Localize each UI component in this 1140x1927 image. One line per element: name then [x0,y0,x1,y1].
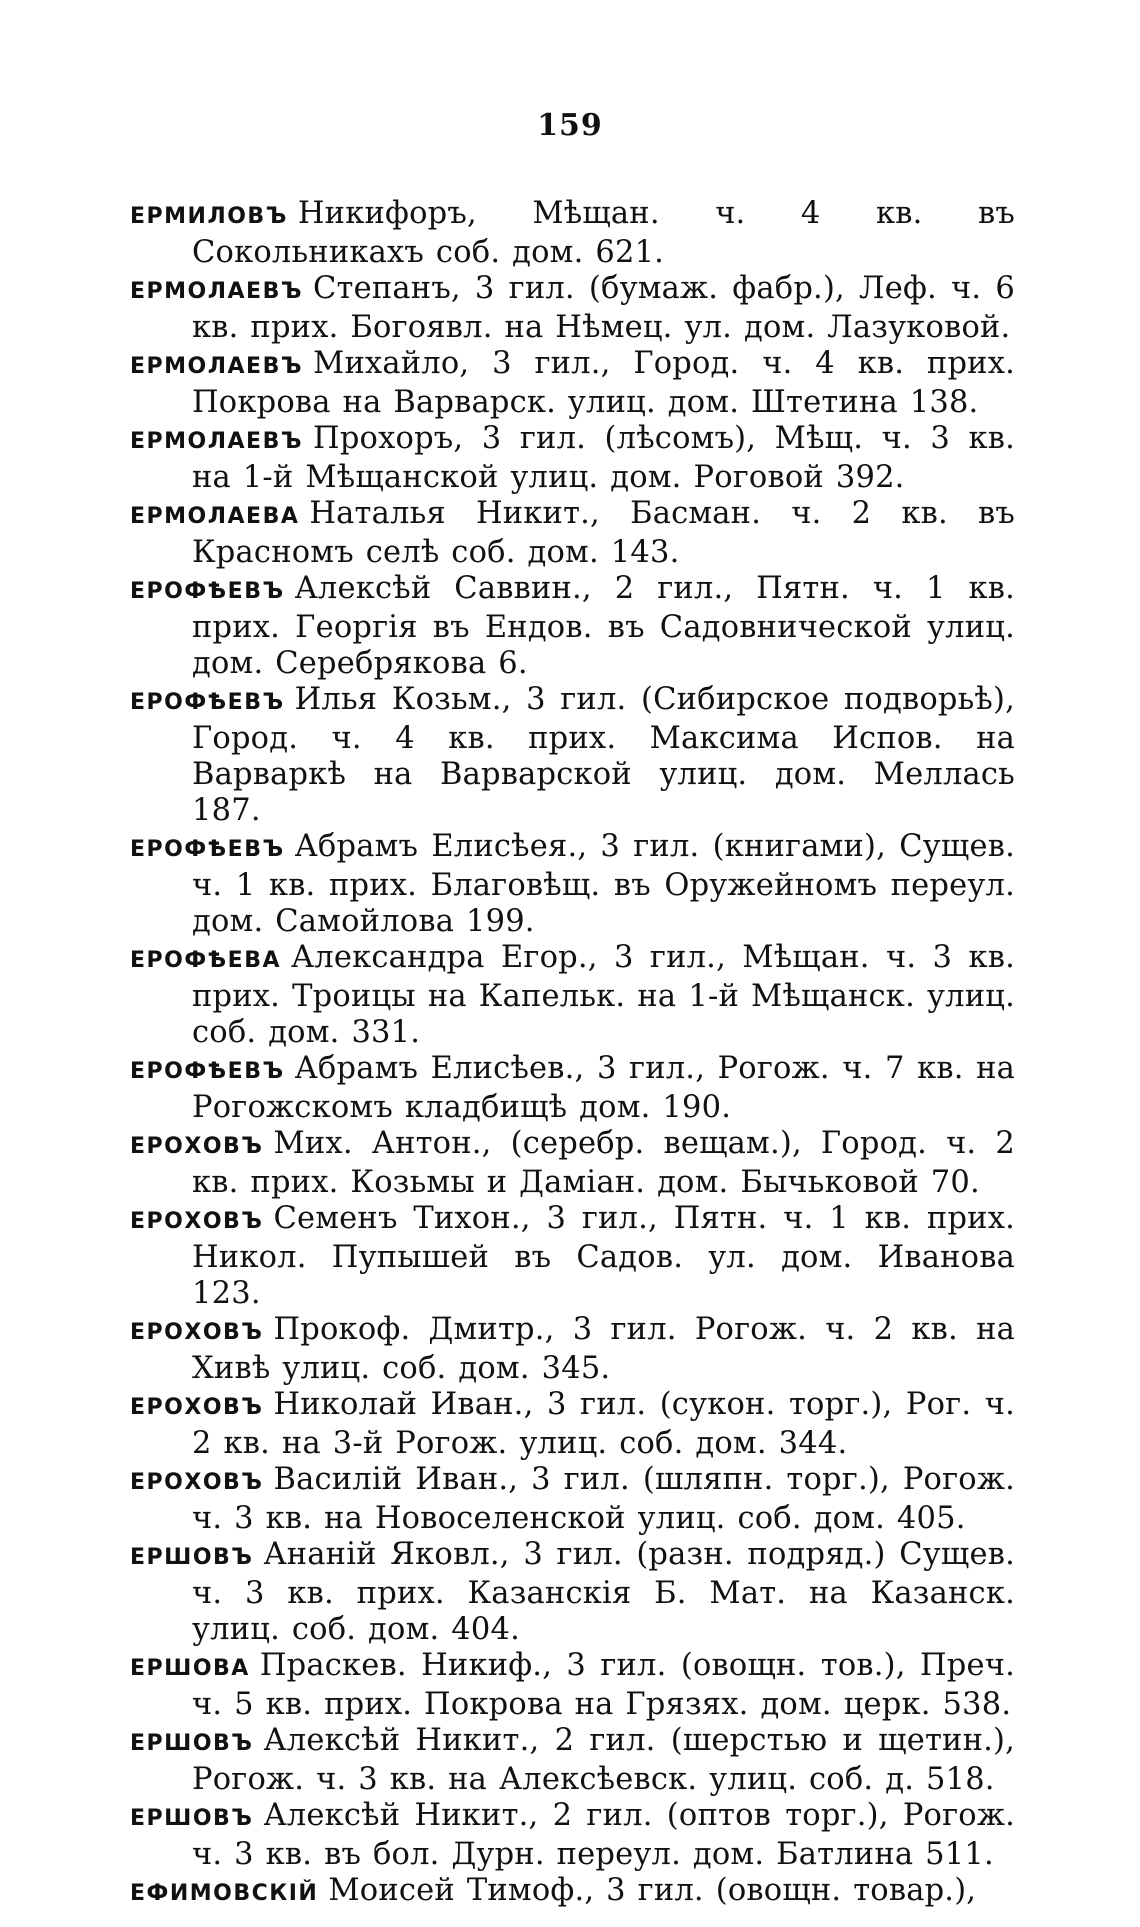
directory-entry [130,1537,1015,1648]
entry-text: Василій Иван., 3 гил. (шляпн. торг.), Рогож. ч. 3 кв. на Новоселенской улиц. соб. дом. 405. [192,1462,1015,1536]
entry-surname: ЕРМОЛАЕВА [130,504,300,529]
entry-surname: ЕРШОВЪ [130,1545,254,1570]
directory-entry [130,1201,1015,1312]
entry-text: Прохоръ, 3 гил. (лѣсомъ), Мѣщ. ч. 3 кв. на 1-й Мѣщанской улиц. дом. Роговой 392. [192,421,1015,495]
entry-text: Семенъ Тихон., 3 гил., Пятн. ч. 1 кв. прих. Никол. Пупышей въ Садов. ул. дом. Иванова 123. [192,1201,1015,1311]
directory-entry [130,940,1015,1051]
directory-entry [130,196,1015,271]
entry-text: Наталья Никит., Басман. ч. 2 кв. въ Красномъ селѣ соб. дом. 143. [192,496,1015,570]
directory-entry [130,829,1015,940]
entry-surname: ЕРОХОВЪ [130,1209,264,1234]
entry-surname: ЕРМОЛАЕВЪ [130,354,304,379]
entry-surname: ЕРМИЛОВЪ [130,204,288,229]
directory-entry [130,1387,1015,1462]
entry-surname: ЕРМОЛАЕВЪ [130,279,304,304]
entry-text: Мих. Антон., (серебр. вещам.), Город. ч. 2 кв. прих. Козьмы и Даміан. дом. Бычьковой 70. [192,1126,1015,1200]
directory-entry [130,496,1015,571]
directory-entry [130,571,1015,682]
entry-text: Алексѣй Никит., 2 гил. (оптов торг.), Рогож. ч. 3 кв. въ бол. Дурн. переул. дом. Батлина 511. [192,1798,1015,1872]
directory-entry [130,1873,1015,1912]
directory-entry [130,1648,1015,1723]
directory-entry [130,421,1015,496]
entry-text: Николай Иван., 3 гил. (сукон. торг.), Рог. ч. 2 кв. на 3-й Рогож. улиц. соб. дом. 344. [192,1387,1015,1461]
entry-surname: ЕРШОВА [130,1656,250,1681]
directory-entry [130,1723,1015,1798]
directory-entry [130,1462,1015,1537]
entry-text: Праскев. Никиф., 3 гил. (овощн. тов.), Преч. ч. 5 кв. прих. Покрова на Грязях. дом. церк. 538. [192,1648,1015,1722]
entry-surname: ЕРОФѢЕВЪ [130,837,285,862]
entry-surname: ЕРОХОВЪ [130,1395,264,1420]
entry-surname: ЕРШОВЪ [130,1731,254,1756]
entry-text: Александра Егор., 3 гил., Мѣщан. ч. 3 кв. прих. Троицы на Капельк. на 1-й Мѣщанск. улиц. соб. дом. 331. [192,940,1015,1050]
entry-surname: ЕРМОЛАЕВЪ [130,429,304,454]
entry-surname: ЕРОФѢЕВА [130,948,281,973]
entry-surname: ЕРОФѢЕВЪ [130,1059,285,1084]
directory-entry [130,1312,1015,1387]
entry-surname: ЕРОФѢЕВЪ [130,579,285,604]
directory-entry [130,271,1015,346]
directory-entry [130,682,1015,829]
directory-entry [130,346,1015,421]
entry-surname: ЕФИМОВСКІЙ [130,1881,319,1906]
entry-surname: ЕРШОВЪ [130,1806,254,1831]
entry-surname: ЕРОХОВЪ [130,1320,264,1345]
entry-text: Алексѣй Саввин., 2 гил., Пятн. ч. 1 кв. прих. Георгія въ Ендов. въ Садовнической улиц. дом. Серебрякова 6. [192,571,1015,681]
entry-surname: ЕРОХОВЪ [130,1134,264,1159]
entry-text: Моисей Тимоф., 3 гил. (овощн. товар.), [328,1873,977,1908]
entry-text: Степанъ, 3 гил. (бумаж. фабр.), Леф. ч. 6 кв. прих. Богоявл. на Нѣмец. ул. дом. Лазуковой. [192,271,1015,345]
page-number: 159 [537,108,603,143]
entry-text: Абрамъ Елисѣея., 3 гил. (книгами), Сущев. ч. 1 кв. прих. Благовѣщ. въ Оружейномъ переул. дом. Самойлова 199. [192,829,1015,939]
entry-text: Михайло, 3 гил., Город. ч. 4 кв. прих. Покрова на Варварск. улиц. дом. Штетина 138. [192,346,1015,420]
entry-surname: ЕРОХОВЪ [130,1470,264,1495]
entry-text: Ананій Яковл., 3 гил. (разн. подряд.) Сущев. ч. 3 кв. прих. Казанскія Б. Мат. на Казанск. улиц. соб. дом. 404. [192,1537,1015,1647]
directory-entries [130,196,1015,1912]
entry-text: Илья Козьм., 3 гил. (Сибирское подворьѣ), Город. ч. 4 кв. прих. Максима Испов. на Варваркѣ на Варварской улиц. дом. Меллась 187. [192,682,1015,828]
entry-surname: ЕРОФѢЕВЪ [130,690,285,715]
entry-text: Прокоф. Дмитр., 3 гил. Рогож. ч. 2 кв. на Хивѣ улиц. соб. дом. 345. [192,1312,1015,1386]
directory-entry [130,1126,1015,1201]
entry-text: Абрамъ Елисѣев., 3 гил., Рогож. ч. 7 кв. на Рогожскомъ кладбищѣ дом. 190. [192,1051,1015,1125]
directory-entry [130,1798,1015,1873]
entry-text: Никифоръ, Мѣщан. ч. 4 кв. въ Сокольникахъ соб. дом. 621. [192,196,1015,270]
directory-entry [130,1051,1015,1126]
entry-text: Алексѣй Никит., 2 гил. (шерстью и щетин.), Рогож. ч. 3 кв. на Алексѣевск. улиц. соб. д. 518. [192,1723,1015,1797]
